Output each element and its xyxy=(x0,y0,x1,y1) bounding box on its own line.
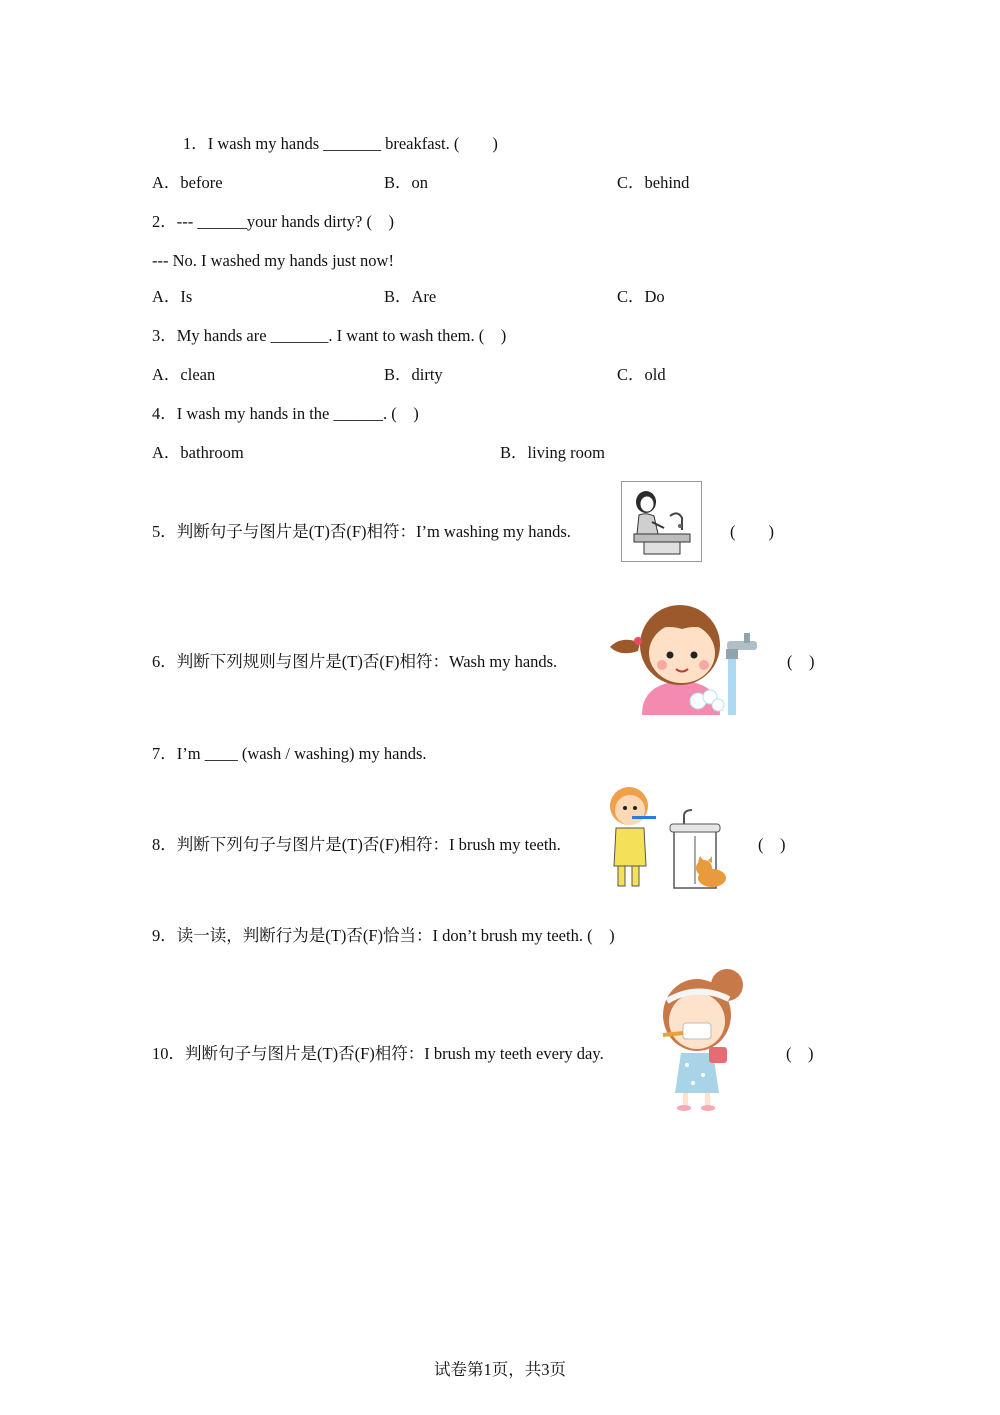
q3-option-a[interactable]: A．clean xyxy=(152,365,216,384)
question-5: 5．判断句子与图片是(T)否(F)相符：I’m washing my hands. xyxy=(152,522,571,541)
q10-answer-blank[interactable]: ( ) xyxy=(786,1044,814,1063)
q1-option-a[interactable]: A．before xyxy=(152,173,223,192)
question-1: 1．I wash my hands _______ breakfast. ( ) xyxy=(183,134,498,153)
question-6: 6．判断下列规则与图片是(T)否(F)相符：Wash my hands. xyxy=(152,652,558,671)
girl-washing-hands-sketch-image xyxy=(621,481,702,562)
q5-answer-blank[interactable]: ( ) xyxy=(730,522,774,541)
girl-brushing-teeth-image xyxy=(657,965,747,1113)
q1-option-c[interactable]: C．behind xyxy=(617,173,690,192)
question-2-reply: --- No. I washed my hands just now! xyxy=(152,251,394,270)
question-2: 2．--- ______your hands dirty? ( ) xyxy=(152,212,394,231)
boy-brushing-teeth-with-cat-image xyxy=(606,780,736,895)
q2-option-b[interactable]: B．Are xyxy=(384,287,437,306)
page-footer: 试卷第1页，共3页 xyxy=(434,1360,566,1379)
q6-answer-blank[interactable]: ( ) xyxy=(787,652,815,671)
q3-option-c[interactable]: C．old xyxy=(617,365,666,384)
question-8: 8．判断下列句子与图片是(T)否(F)相符：I brush my teeth. xyxy=(152,835,561,854)
question-9: 9．读一读，判断行为是(T)否(F)恰当：I don’t brush my teeth. ( ) xyxy=(152,926,615,945)
q2-option-a[interactable]: A．Is xyxy=(152,287,193,306)
girl-washing-hands-at-tap-image xyxy=(602,595,772,715)
q2-option-c[interactable]: C．Do xyxy=(617,287,665,306)
q4-option-b[interactable]: B．living room xyxy=(500,443,605,462)
question-4: 4．I wash my hands in the ______. ( ) xyxy=(152,404,419,423)
question-7: 7．I’m ____ (wash / washing) my hands. xyxy=(152,744,427,763)
question-3: 3．My hands are _______. I want to wash them. ( ) xyxy=(152,326,507,345)
q8-answer-blank[interactable]: ( ) xyxy=(758,835,786,854)
q4-option-a[interactable]: A．bathroom xyxy=(152,443,244,462)
q1-option-b[interactable]: B．on xyxy=(384,173,429,192)
q3-option-b[interactable]: B．dirty xyxy=(384,365,443,384)
question-10: 10．判断句子与图片是(T)否(F)相符：I brush my teeth every day. xyxy=(152,1044,604,1063)
